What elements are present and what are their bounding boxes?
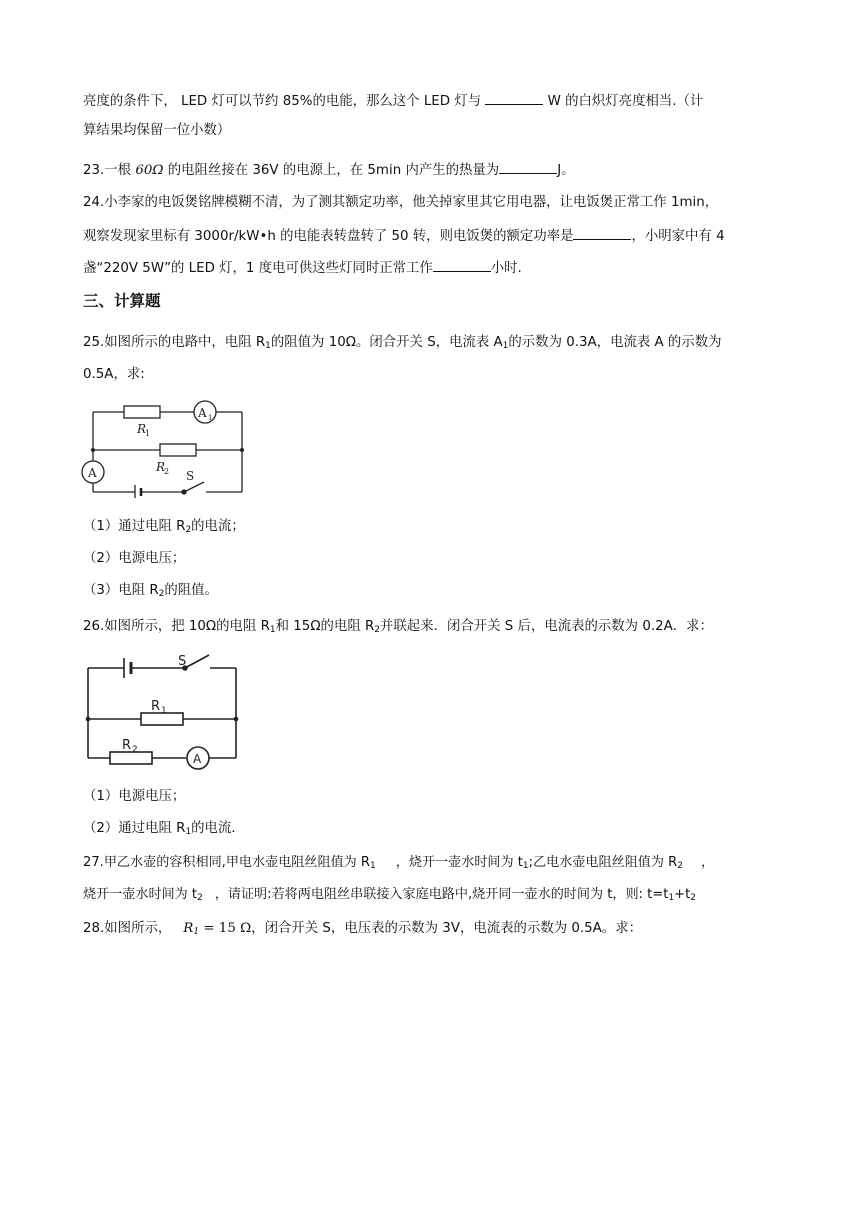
q26-sub-1: （1）电源电压； [83, 789, 186, 804]
svg-text:S: S [178, 654, 187, 669]
svg-text:R: R [151, 699, 161, 714]
q25-sub-2: （2）电源电压； [83, 551, 186, 566]
svg-text:2: 2 [132, 745, 138, 755]
svg-text:1: 1 [208, 414, 213, 422]
q28-text: 28.如图所示， $R_1 = 15$ Ω，闭合开关 S，电压表的示数为 3V，电流表的示数为 0.5A。求： [83, 921, 642, 937]
q24-line-3: 盏“220V 5W”的 LED 灯，1 度电可供这些灯同时正常工作 小时. [83, 257, 522, 279]
q25-sub-3: （3）电阻 $R_2$的阻值。 [83, 583, 218, 599]
q27-line-2: 烧开一壶水时间为 $t_2$ ，请证明:若将两电阻丝串联接入家庭电路中,烧开同一壶水的时间为 t，则: $t=t_1+t_2$ [83, 887, 696, 903]
q27-line-1: 27.甲乙水壶的容积相同,甲电水壶电阻丝阻值为 $R_1$ ，烧开一壶水时间为 $t_1$;乙电水壶电阻丝阻值为 $R_2$ ， [83, 855, 715, 871]
q23-text: 23.一根 60Ω 的电阻丝接在 36V 的电源上，在 5min 内产生的热量为 J。 [83, 159, 575, 181]
q26-line-1: 26.如图所示，把 10Ω的电阻 $R_1$和 15Ω的电阻 $R_2$并联起来．闭合开关 S 后，电流表的示数为 0.2A．求： [83, 619, 713, 635]
q25-line-1: 25.如图所示的电路中，电阻 $R_1$的阻值为 10Ω。闭合开关 S，电流表 $A_1$的示数为 0.3A，电流表 A 的示数为 [83, 335, 722, 351]
svg-text:A: A [88, 466, 97, 480]
svg-text:1: 1 [145, 429, 151, 438]
answer-blank[interactable] [433, 257, 491, 272]
q25-circuit-diagram [80, 398, 246, 498]
svg-text:2: 2 [164, 467, 170, 476]
svg-text:S: S [186, 469, 195, 483]
answer-blank[interactable] [485, 90, 543, 105]
answer-blank[interactable] [499, 159, 557, 174]
q25-sub-1: （1）通过电阻 $R_2$的电流； [83, 519, 245, 535]
svg-text:R: R [122, 738, 132, 753]
q25-line-2: 0.5A，求: [83, 367, 145, 382]
svg-text:A: A [198, 406, 207, 420]
q22-line-2: 算结果均保留一位小数） [83, 123, 231, 138]
q22-line-1: 亮度的条件下， LED 灯可以节约 85%的电能，那么这个 LED 灯与 W 的白炽灯亮度相当.（计 [83, 90, 703, 112]
svg-text:A: A [193, 752, 202, 766]
svg-text:1: 1 [161, 706, 167, 716]
q24-line-1: 24.小李家的电饭煲铭牌模糊不清，为了测其额定功率，他关掉家里其它用电器，让电饭煲正常工作 1min， [83, 195, 719, 210]
q26-circuit-diagram [84, 648, 240, 770]
answer-blank[interactable] [573, 225, 631, 240]
svg-text:R: R [137, 422, 147, 436]
q26-sub-2: （2）通过电阻 $R_1$的电流． [83, 821, 245, 837]
section-title: 三、计算题 [83, 292, 161, 310]
q24-line-2: 观察发现家里标有 3000r/kW•h 的电能表转盘转了 50 转，则电饭煲的额定功率是 ，小明家中有 4 [83, 225, 725, 247]
svg-text:R: R [156, 460, 166, 474]
